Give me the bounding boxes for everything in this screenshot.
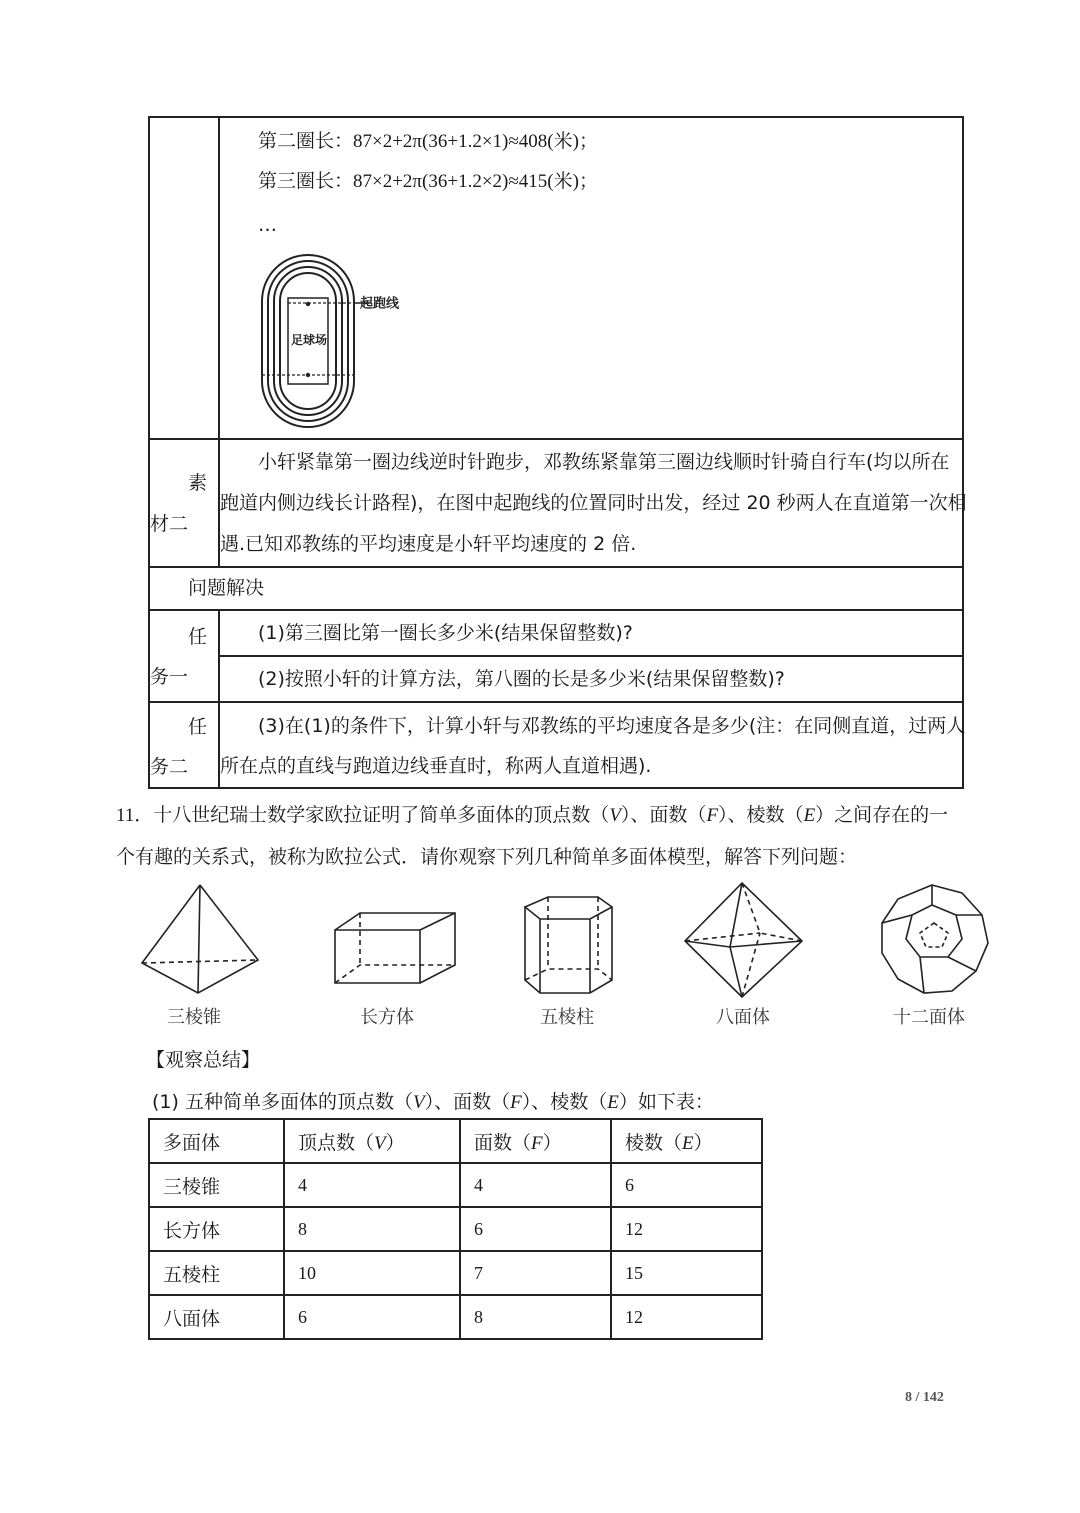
material-table [148,116,967,789]
dodecahedron-figure [882,885,988,993]
summary-heading: 【观察总结】 [146,1049,261,1071]
question11-line1: 11．十八世纪瑞士数学家欧拉证明了简单多面体的顶点数（V）、面数（F）、棱数（E）之间存在的一 [116,804,949,826]
task2-label-2: 务二 [150,756,189,778]
header-edges: 棱数（E） [611,1119,762,1163]
shape-label-octahedron: 八面体 [716,1007,770,1028]
cuboid-figure [335,913,455,983]
material2-label-2: 材二 [150,513,189,535]
pentagonal-prism-figure [525,897,612,993]
material2-label-1: 素 [188,472,208,494]
summary-intro: (1) 五种简单多面体的顶点数（V）、面数（F）、棱数（E）如下表： [152,1091,714,1113]
question11-line2: 个有趣的关系式，被称为欧拉公式．请你观察下列几种简单多面体模型，解答下列问题： [116,846,858,868]
octahedron-figure [685,883,802,997]
track-figure [260,253,420,433]
header-faces: 面数（F） [460,1119,611,1163]
header-polyhedron: 多面体 [149,1119,284,1163]
task1-q2: (2)按照小轩的计算方法，第八圈的长是多少米(结果保留整数)? [258,668,785,690]
table-row: 三棱锥 4 4 6 [149,1163,762,1207]
task1-label-2: 务一 [150,666,189,688]
question-number: 11． [116,805,154,826]
start-line-label: 起跑线 [360,296,400,312]
material2-line3: 遇.已知邓教练的平均速度是小轩平均速度的 2 倍. [220,533,637,555]
table-row: 长方体 8 6 12 [149,1207,762,1251]
row-divider [150,609,962,611]
table-row: 五棱柱 10 7 15 [149,1251,762,1295]
page-number: 8 / 142 [905,1390,944,1405]
shape-label-prism: 五棱柱 [540,1007,594,1028]
start-point [306,302,310,306]
row-divider [150,566,962,568]
task2-q3-line1: (3)在(1)的条件下，计算小轩与邓教练的平均速度各是多少(注：在同侧直道，过两人 [258,715,966,737]
polyhedra-figures [130,875,1000,1005]
shape-label-dodecahedron: 十二面体 [893,1007,965,1028]
task1-label-1: 任 [188,626,208,648]
task2-q3-line2: 所在点的直线与跑道边线垂直时，称两人直道相遇). [220,755,652,777]
lap3-text: 第三圈长：87×2+2π(36+1.2×2)≈415(米)； [258,171,598,192]
field-label: 足球场 [291,333,328,347]
problem-section-title: 问题解决 [188,577,265,599]
task2-label-1: 任 [188,716,208,738]
material2-line2: 跑道内侧边线长计路程)，在图中起跑线的位置同时出发，经过 20 秒两人在直道第一次相 [220,492,967,514]
header-vertices: 顶点数（V） [284,1119,460,1163]
lap2-text: 第二圈长：87×2+2π(36+1.2×1)≈408(米)； [258,131,598,152]
row-divider [150,438,962,440]
task1-q1: (1)第三圈比第一圈长多少米(结果保留整数)? [258,622,633,644]
shape-label-cuboid: 长方体 [360,1007,414,1028]
shape-label-pyramid: 三棱锥 [167,1007,221,1028]
table-row: 八面体 6 8 12 [149,1295,762,1339]
meet-point [306,373,310,377]
polyhedra-data-table [148,1118,763,1340]
material2-line1: 小轩紧靠第一圈边线逆时针跑步，邓教练紧靠第三圈边线顺时针骑自行车(均以所在 [258,451,950,473]
row-divider [150,701,962,703]
table-header-row [149,1119,762,1163]
row-divider [218,655,962,657]
triangular-pyramid-figure [142,885,258,993]
ellipsis: … [258,214,277,236]
